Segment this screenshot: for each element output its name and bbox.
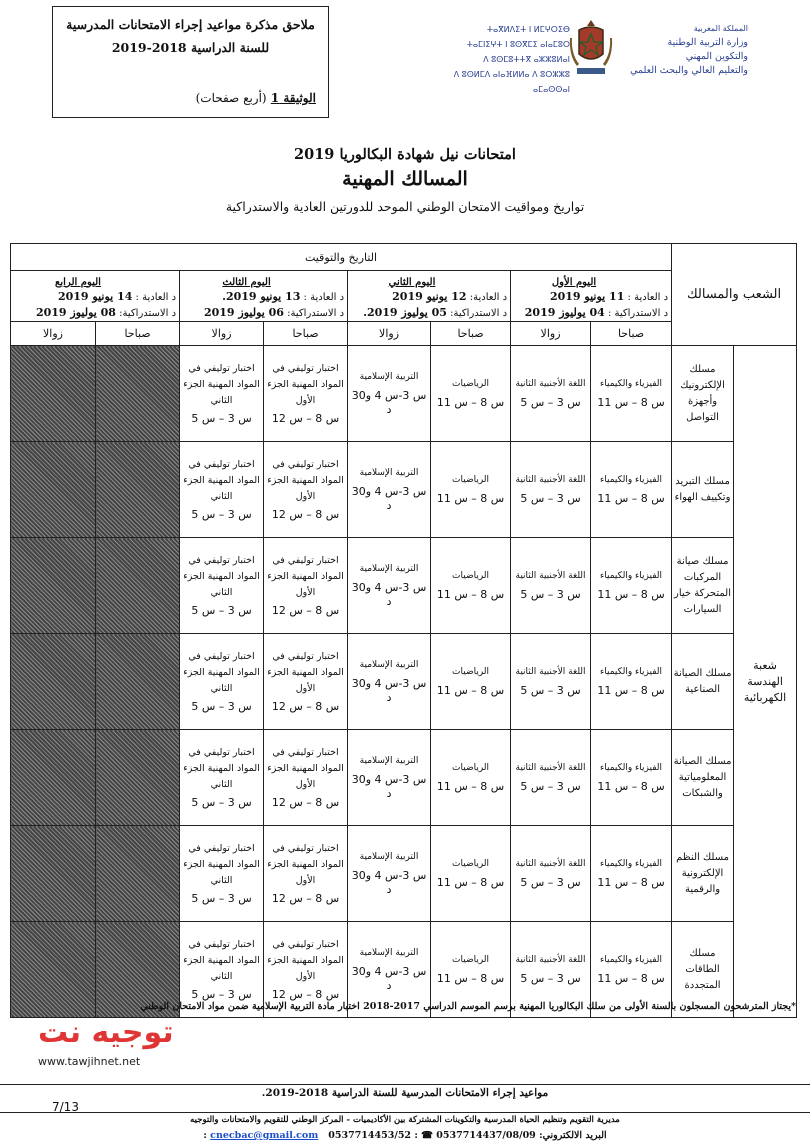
day-2-header xyxy=(348,271,511,322)
document-number: الوثيقة 1 xyxy=(270,91,316,105)
subject-time: س 3 – س 5 xyxy=(191,411,252,425)
empty-hatched-cell xyxy=(96,730,180,826)
ministry-line: المملكة المغربية xyxy=(693,24,748,33)
field-cell: شعبة الهندسة الكهربائية xyxy=(734,346,797,1018)
subject-name: اللغة الأجنبية الثانية xyxy=(515,475,586,485)
subject-time: س 3 – س 5 xyxy=(520,588,581,601)
subject-name: اختبار توليفي في المواد المهنية الجزء الثاني xyxy=(183,746,260,790)
subject-name: اختبار توليفي في المواد المهنية الجزء الثاني xyxy=(183,938,260,982)
branches-tracks-header: الشعب والمسالك xyxy=(672,244,797,346)
empty-hatched-cell xyxy=(11,634,96,730)
subject-time: س 8 – س 11 xyxy=(597,396,665,409)
empty-hatched-cell xyxy=(11,826,96,922)
subject-time: س 3-س 4 و30 د xyxy=(351,869,427,896)
catchup-session-date: د الاستدراكية: 08 يوليوز 2019 xyxy=(35,305,177,319)
regular-session-date: د العادية: 12 يونيو 2019 xyxy=(392,289,508,303)
subject-time: س 8 – س 11 xyxy=(597,588,665,601)
subject-time: س 3 – س 5 xyxy=(191,507,252,521)
subject-cell xyxy=(264,730,348,826)
empty-hatched-cell xyxy=(96,346,180,442)
subject-name: الفيزياء والكيمياء xyxy=(600,379,663,389)
footer-contact xyxy=(0,1130,810,1141)
subject-time: س 8 – س 11 xyxy=(597,492,665,505)
subject-time: س 8 – س 12 xyxy=(271,987,340,1001)
subject-cell xyxy=(591,730,672,826)
subject-cell xyxy=(180,538,264,634)
subject-cell xyxy=(511,730,591,826)
subject-time: س 8 – س 11 xyxy=(597,780,665,793)
subject-time: س 3 – س 5 xyxy=(520,492,581,505)
subject-name: اختبار توليفي في المواد المهنية الجزء الثاني xyxy=(183,458,260,502)
track-name: مسلك الإلكترونيك وأجهزة التواصل xyxy=(672,346,734,442)
subject-cell xyxy=(591,826,672,922)
subject-cell xyxy=(348,634,431,730)
phone-numbers: 0537714453/52 : ☎ 0537714437/08/09 : xyxy=(203,1130,536,1141)
footnote: *يجتاز المترشحون المسجلون بالسنة الأولى من سلك البكالوريا المهنية برسم الموسم الدراسي 2017-2018 اختبار مادة التربية الإسلامية ضمن مواد الامتحان الوطني xyxy=(140,1001,796,1012)
track-name: مسلك التبريد وتكييف الهواء xyxy=(672,442,734,538)
subject-time: س 8 – س 12 xyxy=(271,603,340,617)
exam-schedule-table xyxy=(10,243,797,1018)
morning-header: صباحا xyxy=(591,322,672,346)
subject-time: س 3 – س 5 xyxy=(191,987,252,1001)
subject-name: اللغة الأجنبية الثانية xyxy=(515,955,586,965)
date-time-header: التاريخ والتوقيت xyxy=(11,244,672,271)
subject-name: اللغة الأجنبية الثانية xyxy=(515,571,586,581)
footer-divider xyxy=(0,1084,810,1085)
subject-cell xyxy=(180,826,264,922)
subject-time: س 8 – س 12 xyxy=(271,891,340,905)
table-row xyxy=(11,442,797,538)
empty-hatched-cell xyxy=(11,730,96,826)
subject-time: س 8 – س 11 xyxy=(436,396,505,409)
subject-cell xyxy=(348,442,431,538)
subject-cell xyxy=(431,730,511,826)
afternoon-header: زوالا xyxy=(511,322,591,346)
regular-session-date: د العادية : 13 يونيو 2019. xyxy=(222,289,345,303)
regular-session-date: د العادية : 14 يونيو 2019 xyxy=(57,289,177,303)
subject-time: س 8 – س 11 xyxy=(597,876,665,889)
subject-name: الرياضيات xyxy=(452,955,490,965)
subject-time: س 3-س 4 و30 د xyxy=(351,965,427,992)
subject-time: س 3 – س 5 xyxy=(191,891,252,905)
subject-time: س 8 – س 12 xyxy=(271,699,340,713)
day-name: اليوم الرابع xyxy=(55,276,101,288)
footer-title: مواعيد إجراء الامتحانات المدرسية للسنة الدراسية 2018-2019. xyxy=(261,1087,549,1099)
regular-session-date: د العادية : 11 يونيو 2019 xyxy=(549,289,669,303)
subject-name: الفيزياء والكيمياء xyxy=(600,667,663,677)
subject-name: التربية الإسلامية xyxy=(359,372,419,382)
subject-cell xyxy=(348,346,431,442)
ministry-line: وزارة التربية الوطنية xyxy=(667,37,748,48)
subject-name: التربية الإسلامية xyxy=(359,756,419,766)
subject-name: التربية الإسلامية xyxy=(359,948,419,958)
subject-cell xyxy=(431,442,511,538)
subject-name: اللغة الأجنبية الثانية xyxy=(515,379,586,389)
subject-name: التربية الإسلامية xyxy=(359,852,419,862)
subject-time: س 3 – س 5 xyxy=(520,396,581,409)
subject-cell xyxy=(511,346,591,442)
day-3-header xyxy=(180,271,348,322)
subject-name: الرياضيات xyxy=(452,379,490,389)
catchup-session-date: د الاستدراكية : 04 يوليوز 2019 xyxy=(524,305,669,319)
subject-cell xyxy=(511,538,591,634)
subject-name: اختبار توليفي في المواد المهنية الجزء الأول xyxy=(267,458,344,502)
royal-emblem-icon xyxy=(569,18,613,78)
subject-time: س 3 – س 5 xyxy=(520,972,581,985)
subject-name: التربية الإسلامية xyxy=(359,564,419,574)
track-name: مسلك الصيانة المعلومياتية والشبكات xyxy=(672,730,734,826)
subject-time: س 3 – س 5 xyxy=(520,780,581,793)
empty-hatched-cell xyxy=(96,826,180,922)
track-name: مسلك الصيانة الصناعية xyxy=(672,634,734,730)
memo-annex-title: ملاحق مذكرة مواعيد إجراء الامتحانات المدرسية xyxy=(66,17,315,32)
morning-header: صباحا xyxy=(264,322,348,346)
subject-cell xyxy=(511,442,591,538)
subject-name: الرياضيات xyxy=(452,859,490,869)
tifinagh-line: ⵜⴰⵎⵏⵉⵖⵜ ⵏ ⵓⵙⴳⵎⵉ ⴰⵏⴰⵎⵓⵔ xyxy=(466,40,570,49)
subject-cell xyxy=(264,538,348,634)
table-row xyxy=(11,538,797,634)
subject-time: س 8 – س 11 xyxy=(436,588,505,601)
day-name: اليوم الأول xyxy=(551,276,597,288)
subject-time: س 3 – س 5 xyxy=(520,684,581,697)
subject-time: س 3-س 4 و30 د xyxy=(351,485,427,512)
subject-cell xyxy=(591,538,672,634)
subject-name: اختبار توليفي في المواد المهنية الجزء الأول xyxy=(267,650,344,694)
subject-name: اللغة الأجنبية الثانية xyxy=(515,859,586,869)
subject-cell xyxy=(180,442,264,538)
morning-header: صباحا xyxy=(431,322,511,346)
empty-hatched-cell xyxy=(11,442,96,538)
subject-cell xyxy=(511,826,591,922)
subject-name: اختبار توليفي في المواد المهنية الجزء الثاني xyxy=(183,842,260,886)
subject-name: الفيزياء والكيمياء xyxy=(600,475,663,485)
subject-cell xyxy=(591,442,672,538)
subject-cell xyxy=(264,634,348,730)
subject-time: س 3-س 4 و30 د xyxy=(351,581,427,608)
subject-name: الفيزياء والكيمياء xyxy=(600,859,663,869)
subject-name: اختبار توليفي في المواد المهنية الجزء الأول xyxy=(267,362,344,406)
subject-time: س 3 – س 5 xyxy=(191,603,252,617)
page-number: 7/13 xyxy=(52,1100,79,1114)
table-row xyxy=(11,634,797,730)
table-row xyxy=(11,826,797,922)
memo-annex-box xyxy=(52,6,329,118)
footer-directorate: مديرية التقويم وتنظيم الحياة المدرسية والتكوينات المشتركة بين الأكاديميات - المركز الوطني للتقويم والامتحانات والتوجيه xyxy=(190,1115,620,1125)
subject-time: س 3 – س 5 xyxy=(191,795,252,809)
day-name: اليوم الثاني xyxy=(388,276,436,288)
track-name: مسلك صيانة المركبات المتحركة خيار السيارات xyxy=(672,538,734,634)
watermark-site: www.tawjihnet.net xyxy=(38,1055,141,1068)
empty-hatched-cell xyxy=(11,538,96,634)
subject-cell xyxy=(348,730,431,826)
catchup-session-date: د الاستدراكية: 06 يوليوز 2019 xyxy=(203,305,345,319)
ministry-line: والتكوين المهني xyxy=(685,51,748,62)
subject-time: س 8 – س 11 xyxy=(436,876,505,889)
subject-cell xyxy=(591,346,672,442)
document-pages: (أربع صفحات) xyxy=(195,91,267,105)
subject-name: الرياضيات xyxy=(452,475,490,485)
footer-divider xyxy=(0,1112,810,1113)
subject-name: اختبار توليفي في المواد المهنية الجزء الأول xyxy=(267,938,344,982)
subject-time: س 3-س 4 و30 د xyxy=(351,773,427,800)
empty-hatched-cell xyxy=(96,538,180,634)
subject-cell xyxy=(264,826,348,922)
day-1-header xyxy=(511,271,672,322)
afternoon-header: زوالا xyxy=(348,322,431,346)
subject-cell xyxy=(431,538,511,634)
table-row xyxy=(11,346,797,442)
day-4-header xyxy=(11,271,180,322)
tracks-title: المسالك المهنية xyxy=(342,168,468,190)
subject-cell xyxy=(180,346,264,442)
subject-name: اللغة الأجنبية الثانية xyxy=(515,763,586,773)
subject-name: التربية الإسلامية xyxy=(359,468,419,478)
subject-name: الرياضيات xyxy=(452,763,490,773)
subject-name: اختبار توليفي في المواد المهنية الجزء الأول xyxy=(267,842,344,886)
school-year: للسنة الدراسية 2018-2019 xyxy=(111,40,270,55)
subject-name: اختبار توليفي في المواد المهنية الجزء الثاني xyxy=(183,362,260,406)
catchup-session-date: د الاستدراكية: 05 يوليوز 2019. xyxy=(363,305,508,319)
ministry-line: والتعليم العالي والبحث العلمي xyxy=(630,65,748,76)
subject-time: س 8 – س 11 xyxy=(436,780,505,793)
subject-name: الفيزياء والكيمياء xyxy=(600,571,663,581)
ministry-name xyxy=(618,22,748,78)
subject-time: س 8 – س 11 xyxy=(436,972,505,985)
subject-time: س 8 – س 11 xyxy=(436,684,505,697)
afternoon-header: زوالا xyxy=(11,322,96,346)
morning-header: صباحا xyxy=(96,322,180,346)
subject-time: س 8 – س 11 xyxy=(597,684,665,697)
empty-hatched-cell xyxy=(96,634,180,730)
exam-title: امتحانات نيل شهادة البكالوريا 2019 xyxy=(294,146,516,163)
document-label xyxy=(196,91,316,105)
tifinagh-line: ⴷ ⵓⵙⵎⵓⵜⵜⴳ ⴰⵣⵣⵓⵍⴰⵏ xyxy=(483,55,570,64)
empty-hatched-cell xyxy=(96,442,180,538)
subject-name: اختبار توليفي في المواد المهنية الجزء الثاني xyxy=(183,650,260,694)
empty-hatched-cell xyxy=(11,346,96,442)
tifinagh-line: ⴷ ⵓⵙⵍⵎⴷ ⴰⵏⴰⴼⵍⵍⴰ ⴷ ⵓⵔⵣⵣⵓ ⴰⵎⴰⵙⵙⴰⵏ xyxy=(453,70,570,94)
tifinagh-line: ⵜⴰⴳⵍⴷⵉⵜ ⵏ ⵍⵎⵖⵔⵉⴱ xyxy=(486,25,570,34)
subject-name: الفيزياء والكيمياء xyxy=(600,955,663,965)
day-name: اليوم الثالث xyxy=(222,276,271,288)
subject-time: س 3 – س 5 xyxy=(191,699,252,713)
subject-time: س 3-س 4 و30 د xyxy=(351,389,427,416)
subject-cell xyxy=(591,634,672,730)
table-row xyxy=(11,730,797,826)
subject-name: الفيزياء والكيمياء xyxy=(600,763,663,773)
subject-cell xyxy=(264,442,348,538)
subject-cell xyxy=(431,346,511,442)
subject-name: اللغة الأجنبية الثانية xyxy=(515,667,586,677)
subject-cell xyxy=(431,634,511,730)
subtitle: تواريخ ومواقيت الامتحان الوطني الموحد للدورتين العادية والاستدراكية xyxy=(225,199,585,214)
track-name: مسلك الطاقات المتجددة xyxy=(672,922,734,1018)
subject-cell xyxy=(348,826,431,922)
subject-cell xyxy=(511,634,591,730)
subject-time: س 8 – س 12 xyxy=(271,411,340,425)
email-link[interactable]: cnecbac@gmail.com xyxy=(210,1130,319,1141)
subject-name: التربية الإسلامية xyxy=(359,660,419,670)
subject-time: س 8 – س 12 xyxy=(271,507,340,521)
subject-time: س 8 – س 11 xyxy=(436,492,505,505)
subject-cell xyxy=(431,826,511,922)
subject-name: الرياضيات xyxy=(452,667,490,677)
subject-name: اختبار توليفي في المواد المهنية الجزء الأول xyxy=(267,554,344,598)
subject-cell xyxy=(180,730,264,826)
email-label: البريد الالكتروني: xyxy=(539,1130,607,1141)
tifinagh-ministry-name xyxy=(430,22,570,97)
subject-time: س 8 – س 12 xyxy=(271,795,340,809)
subject-time: س 3 – س 5 xyxy=(520,876,581,889)
track-name: مسلك النظم الإلكترونية والرقمية xyxy=(672,826,734,922)
subject-cell xyxy=(264,346,348,442)
afternoon-header: زوالا xyxy=(180,322,264,346)
subject-time: س 3-س 4 و30 د xyxy=(351,677,427,704)
subject-name: اختبار توليفي في المواد المهنية الجزء الثاني xyxy=(183,554,260,598)
subject-cell xyxy=(348,538,431,634)
subject-time: س 8 – س 11 xyxy=(597,972,665,985)
watermark-logo: توجيه نت xyxy=(38,1015,174,1050)
subject-name: الرياضيات xyxy=(452,571,490,581)
subject-cell xyxy=(180,634,264,730)
subject-name: اختبار توليفي في المواد المهنية الجزء الأول xyxy=(267,746,344,790)
